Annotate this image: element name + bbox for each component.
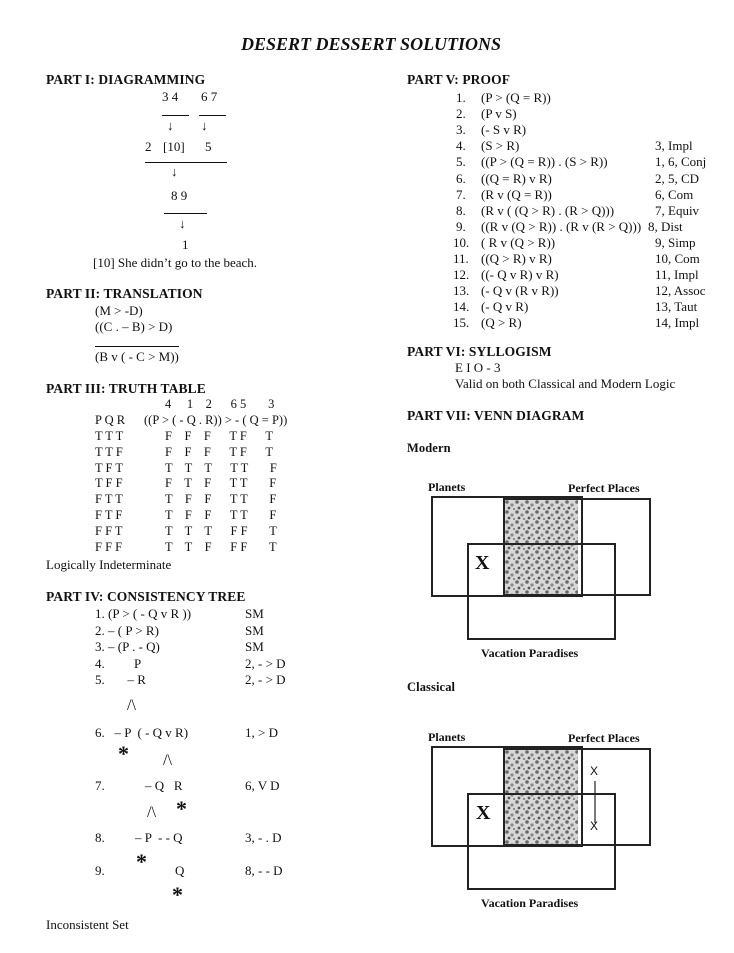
down-arrow-icon: ↓: [201, 118, 208, 133]
part5-heading: PART V: PROOF: [407, 72, 511, 87]
diagram-row2-b: [10]: [163, 139, 185, 154]
diagram-bar: [145, 162, 227, 163]
proof-line-number: 2.: [456, 106, 466, 122]
truth-table-result: Logically Indeterminate: [46, 557, 172, 572]
tree-just-9: 8, - - D: [245, 863, 283, 878]
proof-line-formula: ((Q > R) v R): [481, 251, 552, 266]
proof-line-justification: 7, Equiv: [655, 202, 700, 218]
tree-result: Inconsistent Set: [46, 917, 129, 932]
tree-line: 2. – ( P > R): [95, 622, 159, 638]
diagram-row2-a: 2: [145, 139, 152, 154]
venn-modern-vacation-label: Vacation Paradises: [481, 646, 579, 660]
venn-classical-x-mark-upper: X: [590, 764, 599, 778]
proof-line-number: 9.: [456, 218, 466, 234]
proof-line-number: 10.: [453, 234, 470, 250]
proof-line-number: 15.: [453, 315, 470, 331]
tree-justification: SM: [245, 622, 264, 638]
tree-justification: SM: [245, 606, 264, 621]
proof-line-number: 6.: [456, 170, 466, 186]
venn-classical-label: Classical: [407, 680, 456, 694]
truth-table-row-values: T F F T T F: [165, 492, 277, 507]
truth-table-row-values: F F F T F T: [165, 429, 274, 443]
part1-heading: PART I: DIAGRAMMING: [46, 72, 206, 87]
venn-diagram-modern: [425, 490, 660, 645]
truth-table-row-vars: F T F: [95, 508, 123, 522]
proof-line-justification: 12, Assoc: [655, 283, 706, 299]
branch-icon: /\: [127, 697, 136, 714]
proof-line-number: 12.: [453, 267, 470, 283]
venn-modern-x-mark: X: [475, 552, 490, 574]
proof-line-number: 1.: [456, 90, 466, 105]
tree-justification: SM: [245, 639, 264, 654]
diagram-row2-c: 5: [205, 139, 212, 154]
venn-classical-planets-label: Planets: [428, 730, 466, 744]
tree-line-6: 6. – P ( - Q v R): [95, 725, 189, 740]
diagram-row4: 1: [182, 237, 189, 252]
truth-table-row-vars: T T F: [95, 444, 123, 459]
proof-line-number: 3.: [456, 122, 466, 138]
tree-line-8-num: 8.: [95, 830, 105, 845]
tree-line: 1. (P > ( - Q v R )): [95, 606, 192, 621]
diagram-row3: 8 9: [171, 188, 188, 203]
tree-line-9: Q: [175, 863, 185, 878]
tree-just-8: 3, - . D: [245, 830, 282, 845]
branch-icon: /\: [163, 752, 172, 769]
tree-line-9-num: 9.: [95, 863, 105, 878]
proof-line-number: 14.: [453, 299, 470, 315]
proof-line-formula: ( R v (Q > R)): [481, 234, 556, 250]
truth-table-row-values: T T T F F T: [165, 523, 277, 538]
proof-line-number: 8.: [456, 202, 466, 218]
proof-line-justification: 10, Com: [655, 251, 700, 266]
proof-line-number: 4.: [456, 138, 466, 154]
proof-line-formula: (R v ( (Q > R) . (R > Q))): [481, 202, 615, 218]
proof-line-formula: ((P > (Q = R)) . (S > R)): [481, 154, 608, 170]
truth-table-row-values: T T T T T F: [165, 460, 277, 475]
syllogism-form: E I O - 3: [455, 360, 501, 375]
page-title: DESERT DESSERT SOLUTIONS: [241, 34, 502, 54]
proof-line-number: 13.: [453, 283, 470, 299]
truth-table-row-vars: T F F: [95, 476, 123, 491]
premise-2: ((C . – B) > D): [95, 319, 173, 334]
tree-line: 5. – R: [95, 672, 146, 687]
proof-line-formula: (- Q v (R v R)): [481, 283, 559, 299]
syllogism-note: Valid on both Classical and Modern Logic: [455, 376, 676, 391]
proof-line-justification: 13, Taut: [655, 299, 698, 315]
truth-table-header-formula: ((P > ( - Q . R)) > - ( Q = P)): [144, 413, 288, 427]
proof-line-number: 5.: [456, 154, 466, 170]
diagram-note: [10] She didn’t go to the beach.: [93, 255, 258, 270]
part3-heading: PART III: TRUTH TABLE: [46, 381, 206, 396]
proof-line-formula: (R v (Q = R)): [481, 186, 552, 202]
truth-table-row-vars: T T T: [95, 429, 124, 443]
proof-line-justification: 1, 6, Conj: [655, 154, 707, 170]
conclusion: (B v ( - C > M)): [95, 349, 179, 364]
tree-line: 3. – (P . - Q): [95, 639, 160, 654]
shaded-region: [504, 497, 578, 596]
venn-classical-x-mark: X: [476, 802, 491, 824]
tree-just-7: 6, V D: [245, 778, 280, 793]
truth-table-row-vars: T F T: [95, 460, 124, 475]
proof-line-formula: (- S v R): [481, 122, 527, 138]
proof-line-justification: 3, Impl: [655, 138, 693, 154]
tree-justification: 2, - > D: [245, 655, 286, 671]
venn-modern-perfect-label: Perfect Places: [568, 481, 640, 495]
conclusion-bar: [95, 346, 179, 347]
truth-table-header-vars: P Q R: [95, 413, 126, 427]
diagram-bar: [164, 213, 207, 214]
proof-line-justification: 11, Impl: [655, 267, 699, 283]
tree-just-6: 1, > D: [245, 725, 278, 740]
down-arrow-icon: ↓: [171, 164, 178, 179]
truth-table-row-values: F F F T F T: [165, 444, 274, 459]
down-arrow-icon: ↓: [179, 216, 186, 231]
closed-branch-icon: *: [118, 741, 129, 766]
proof-line-justification: 14, Impl: [655, 315, 700, 331]
diagram-bar: [162, 115, 189, 116]
tree-line-8: – P - - Q: [135, 830, 183, 845]
proof-line-formula: ((- Q v R) v R): [481, 267, 559, 283]
venn-classical-vacation-label: Vacation Paradises: [481, 896, 579, 910]
truth-table-row-values: T F F T T F: [165, 508, 277, 522]
diagram-row1-right: 6 7: [201, 89, 218, 104]
venn-classical-perfect-label: Perfect Places: [568, 731, 640, 745]
truth-table-order: 4 1 2 6 5 3: [165, 397, 275, 411]
proof-line-formula: ((R v (Q > R)) . (R v (R > Q))): [481, 218, 642, 234]
part6-heading: PART VI: SYLLOGISM: [407, 344, 552, 359]
truth-table-row-vars: F F T: [95, 523, 123, 538]
closed-branch-icon: *: [136, 849, 147, 874]
part7-heading: PART VII: VENN DIAGRAM: [407, 408, 585, 423]
tree-line-7: – Q R: [145, 778, 183, 793]
proof-line-formula: (Q > R): [481, 315, 522, 331]
truth-table-row-vars: F T T: [95, 492, 123, 507]
tree-line: 4. P: [95, 655, 142, 671]
venn-modern-planets-label: Planets: [428, 480, 466, 494]
closed-branch-icon: *: [176, 796, 187, 821]
venn-diagram-classical: [425, 740, 660, 895]
proof-line-number: 11.: [453, 251, 469, 266]
down-arrow-icon: ↓: [167, 118, 174, 133]
truth-table-row-values: F T F T T F: [165, 476, 277, 491]
proof-line-justification: 6, Com: [655, 186, 694, 202]
proof-line-formula: (P > (Q = R)): [481, 90, 551, 105]
proof-line-formula: (P v S): [481, 106, 517, 122]
proof-line-justification: 8, Dist: [648, 218, 683, 234]
proof-line-justification: 9, Simp: [655, 234, 696, 250]
venn-modern-label: Modern: [407, 441, 451, 455]
proof-line-number: 7.: [456, 186, 466, 202]
tree-justification: 2, - > D: [245, 672, 286, 687]
branch-icon: /\: [147, 804, 156, 821]
diagram-bar: [199, 115, 226, 116]
truth-table-row-values: T T F F F T: [165, 539, 277, 554]
part2-heading: PART II: TRANSLATION: [46, 286, 203, 301]
shaded-region: [504, 747, 578, 846]
proof-line-formula: ((Q = R) v R): [481, 170, 552, 186]
venn-classical-x-mark-lower: X: [590, 819, 599, 833]
truth-table-row-vars: F F F: [95, 539, 123, 554]
closed-branch-icon: *: [172, 882, 183, 907]
tree-line-7-num: 7.: [95, 778, 105, 793]
proof-line-formula: (S > R): [481, 138, 520, 154]
premise-1: (M > -D): [95, 303, 143, 318]
diagram-row1-left: 3 4: [162, 89, 179, 104]
part4-heading: PART IV: CONSISTENCY TREE: [46, 589, 246, 604]
proof-line-justification: 2, 5, CD: [655, 170, 700, 186]
proof-line-formula: (- Q v R): [481, 299, 529, 315]
